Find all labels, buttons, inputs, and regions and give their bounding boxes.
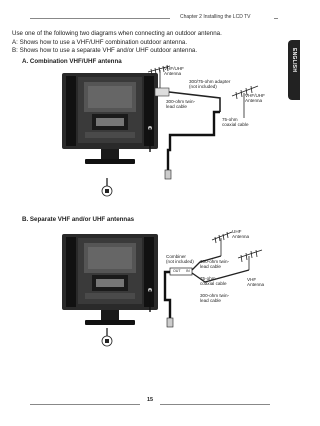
- vhf-antenna-b: [238, 250, 262, 270]
- label-a-coax: 75-ohm coaxial cable: [222, 117, 249, 128]
- connector-a: [165, 170, 171, 179]
- combiner-out-label: OUT: [173, 269, 181, 273]
- label-b-vhf: VHF Antenna: [247, 277, 265, 288]
- coax-cable-a: [168, 112, 220, 170]
- label-a-twin-lead: 300-ohm twin- lead cable: [166, 99, 196, 110]
- combiner-in-label: IN: [186, 269, 190, 273]
- chapter-title: Chapter 2 Installing the LCD TV: [180, 14, 251, 20]
- label-b-coax: 75-ohm coaxial cable: [200, 276, 227, 287]
- coax-cable-b: [165, 272, 170, 320]
- intro-line-2: A: Shows how to use a VHF/UHF combination outdoor antenna.: [12, 38, 188, 46]
- footer-rule-left: [30, 404, 140, 405]
- adapter-a: [155, 88, 169, 96]
- section-a-title: A. Combination VHF/UHF antenna: [22, 58, 122, 65]
- connector-b: [167, 318, 173, 327]
- label-b-twin-bottom: 300-ohm twin- lead cable: [200, 293, 230, 304]
- page-number: 15: [146, 397, 154, 403]
- uhf-antenna-b: [212, 232, 232, 256]
- label-b-uhf: UHF Antenna: [232, 229, 250, 240]
- label-a-right-antenna: VHF/UHF Antenna: [245, 93, 265, 104]
- footer-rule-right: [160, 404, 270, 405]
- section-b-title: B. Separate VHF and/or UHF antennas: [22, 216, 135, 223]
- tv-b: [62, 234, 158, 325]
- intro-line-1: Use one of the following two diagrams when connecting an outdoor antenna.: [12, 30, 222, 37]
- intro-line-3: B: Shows how to use a separate VHF and/or UHF outdoor antenna.: [12, 47, 198, 54]
- label-b-combiner: Combiner (not included): [166, 254, 194, 265]
- label-a-adapter: 300/75-ohm adapter (not included): [189, 79, 231, 90]
- label-a-antenna: VHF/UHF Antenna: [164, 66, 184, 77]
- language-tab-label: ENGLISH: [291, 48, 297, 73]
- label-b-twin-top: 300-ohm twin- lead cable: [200, 259, 230, 270]
- tv-a: [62, 73, 158, 164]
